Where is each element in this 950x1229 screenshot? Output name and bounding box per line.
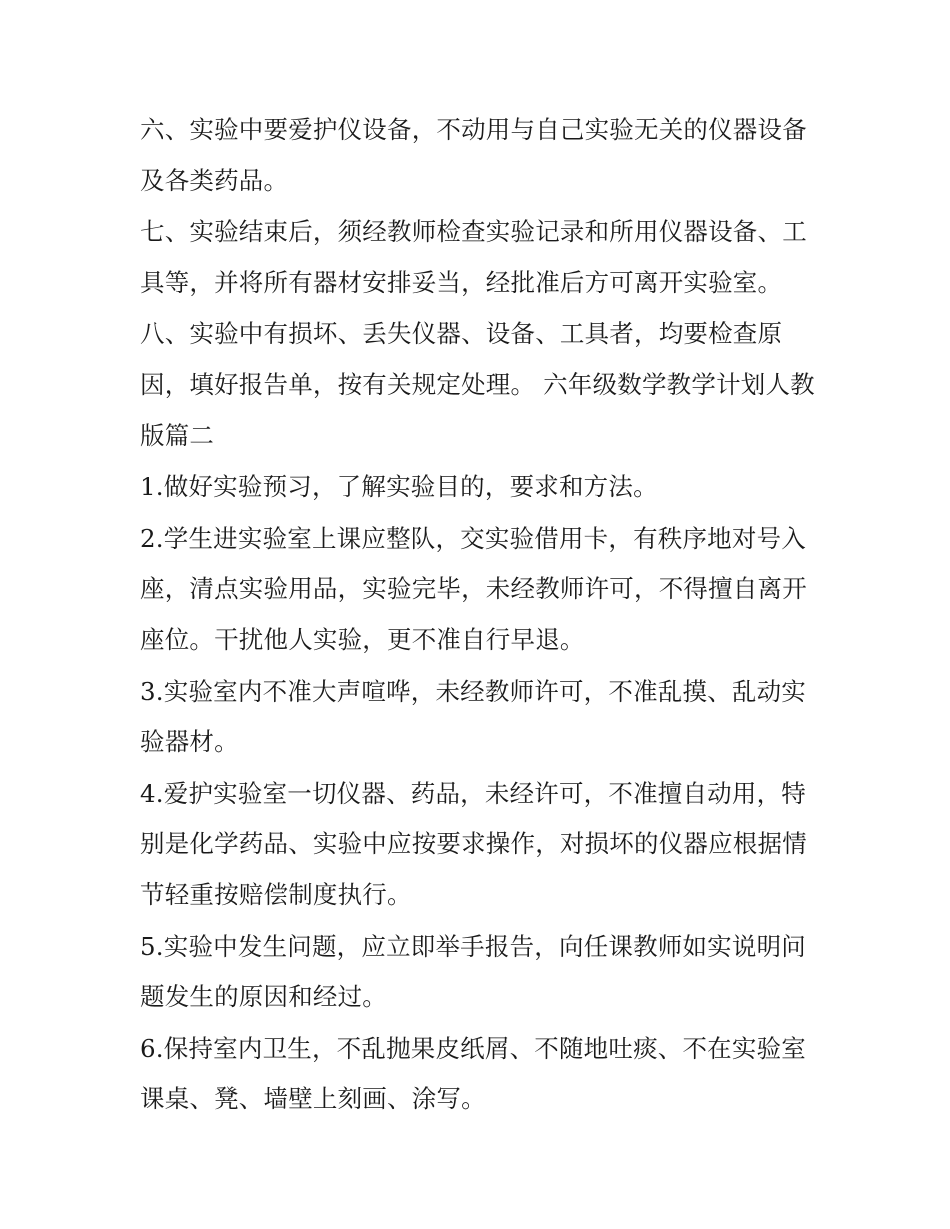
paragraph-rule-6: 六、实验中要爱护仪设备，不动用与自己实验无关的仪器设备及各类药品。 [140, 115, 807, 195]
paragraph-item-5: 5.实验中发生问题，应立即举手报告，向任课教师如实说明问题发生的原因和经过。 [140, 931, 806, 1012]
paragraph-item-2: 2.学生进实验室上课应整队，交实验借用卡，有秩序地对号入座，清点实验用品，实验完毕，未经教师许可，不得擅自离开座位。干扰他人实验，更不准自行早退。 [140, 523, 807, 654]
paragraph-rule-8: 八、实验中有损坏、丢失仪器、设备、工具者，均要检查原因，填好报告单，按有关规定处理。 六年级数学教学计划人教版篇二 [140, 319, 815, 450]
paragraph-rule-7: 七、实验结束后，须经教师检查实验记录和所用仪器设备、工具等，并将所有器材安排妥当，经批准后方可离开实验室。 [140, 217, 807, 297]
document-body [140, 105, 815, 1126]
paragraph-item-4: 4.爱护实验室一切仪器、药品，未经许可，不准擅自动用，特别是化学药品、实验中应按要求操作，对损坏的仪器应根据情节轻重按赔偿制度执行。 [140, 778, 807, 909]
paragraph-item-3: 3.实验室内不准大声喧哗，未经教师许可，不准乱摸、乱动实验器材。 [140, 676, 806, 757]
paragraph-item-6: 6.保持室内卫生，不乱抛果皮纸屑、不随地吐痰、不在实验室课桌、凳、墙壁上刻画、涂写。 [140, 1033, 806, 1114]
paragraph-item-1: 1.做好实验预习，了解实验目的，要求和方法。 [140, 472, 658, 502]
